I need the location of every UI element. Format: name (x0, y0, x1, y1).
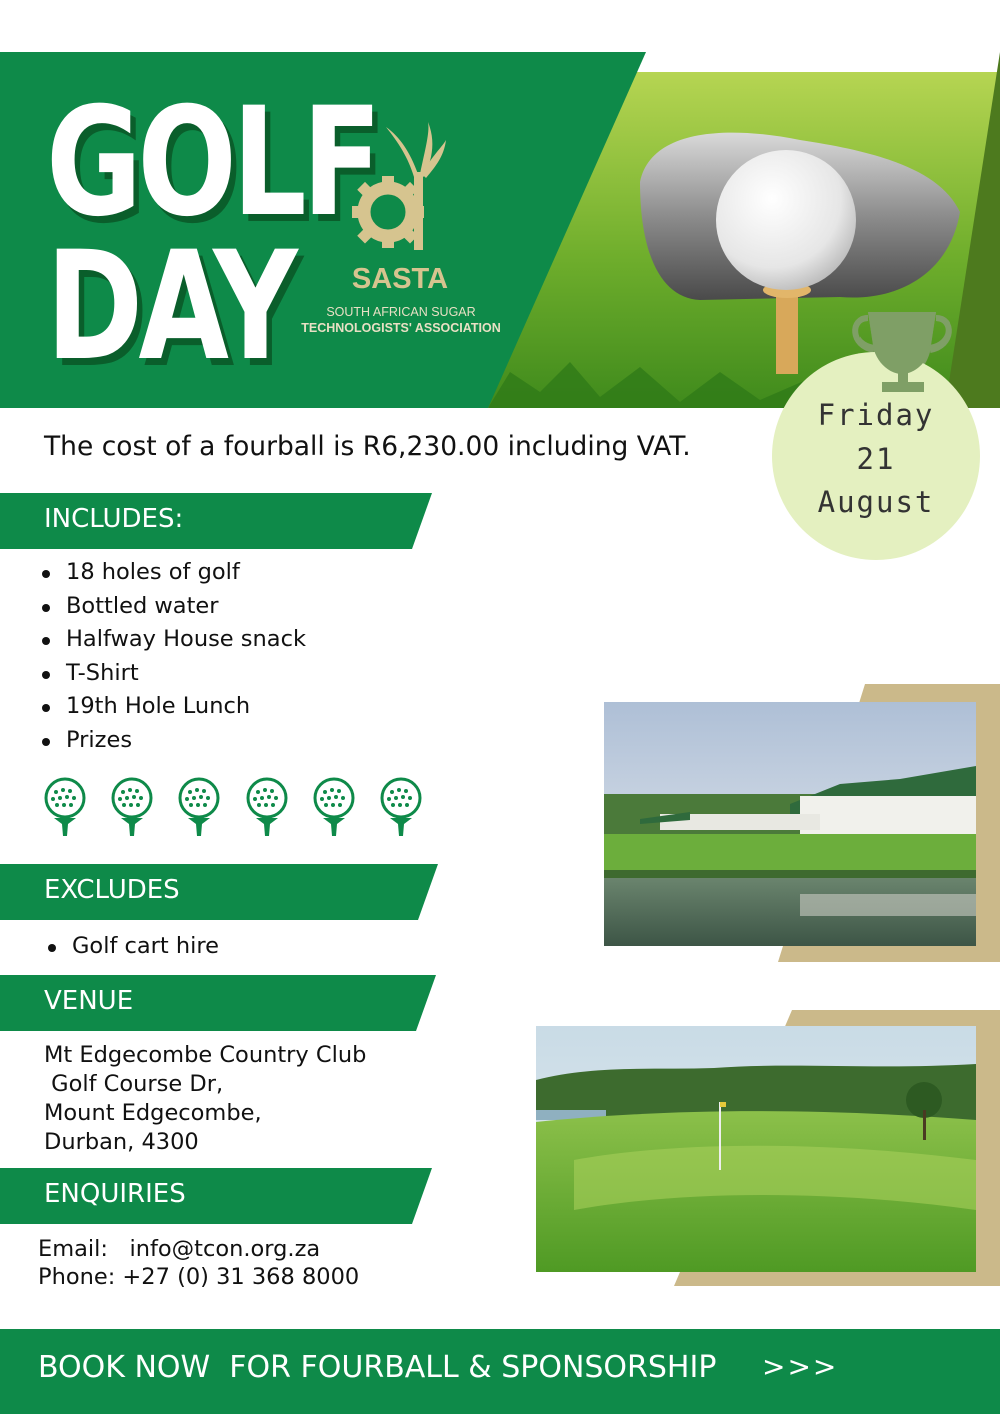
date-number: 21 (856, 442, 896, 476)
golf-ball-icon (180, 779, 218, 836)
venue-address-line: Mt Edgecombe Country Club (44, 1042, 367, 1068)
title-day: DAY (46, 220, 294, 394)
excludes-heading: EXCLUDES (44, 875, 180, 905)
list-item: 18 holes of golf (42, 556, 306, 590)
date-month: August (817, 485, 935, 519)
contact-email[interactable]: Email: info@tcon.org.za (38, 1236, 321, 1262)
logo-name: SASTA (351, 263, 449, 295)
cost-text: The cost of a fourball is R6,230.00 including VAT. (44, 431, 691, 462)
clubhouse-photo (600, 684, 1000, 964)
excludes-list (48, 930, 219, 964)
venue-address-line: Mount Edgecombe, (44, 1100, 262, 1126)
golf-ball-icon (315, 779, 353, 836)
golf-ball-icons-row (40, 776, 430, 842)
book-now-button[interactable]: BOOK NOW FOR FOURBALL & SPONSORSHIP (38, 1350, 717, 1385)
venue-heading: VENUE (44, 986, 134, 1016)
venue-address-line: Golf Course Dr, (44, 1071, 224, 1097)
logo-tagline-line2: TECHNOLOGISTS' ASSOCIATION (301, 321, 501, 335)
venue-address-line: Durban, 4300 (44, 1129, 199, 1155)
list-item: T-Shirt (42, 657, 306, 691)
includes-list (42, 556, 306, 757)
date-day: Friday (817, 398, 935, 432)
trophy-overlay-icon (860, 308, 950, 398)
list-item: 19th Hole Lunch (42, 690, 306, 724)
golf-ball-icon (46, 779, 84, 836)
list-item: Prizes (42, 724, 306, 758)
includes-heading: INCLUDES: (44, 504, 184, 534)
contact-phone[interactable]: Phone: +27 (0) 31 368 8000 (38, 1264, 360, 1290)
golf-ball (716, 150, 856, 290)
title-golf: GOLF (46, 76, 378, 250)
arrows-icon[interactable]: >>> (762, 1350, 839, 1383)
golf-ball-icon (382, 779, 420, 836)
golf-ball-icon (113, 779, 151, 836)
enquiries-heading: ENQUIRIES (44, 1179, 186, 1209)
list-item: Golf cart hire (48, 930, 219, 964)
logo-tagline-line1: SOUTH AFRICAN SUGAR (326, 305, 476, 319)
course-photo (534, 1010, 1000, 1288)
list-item: Halfway House snack (42, 623, 306, 657)
golf-ball-icon (248, 779, 286, 836)
list-item: Bottled water (42, 590, 306, 624)
